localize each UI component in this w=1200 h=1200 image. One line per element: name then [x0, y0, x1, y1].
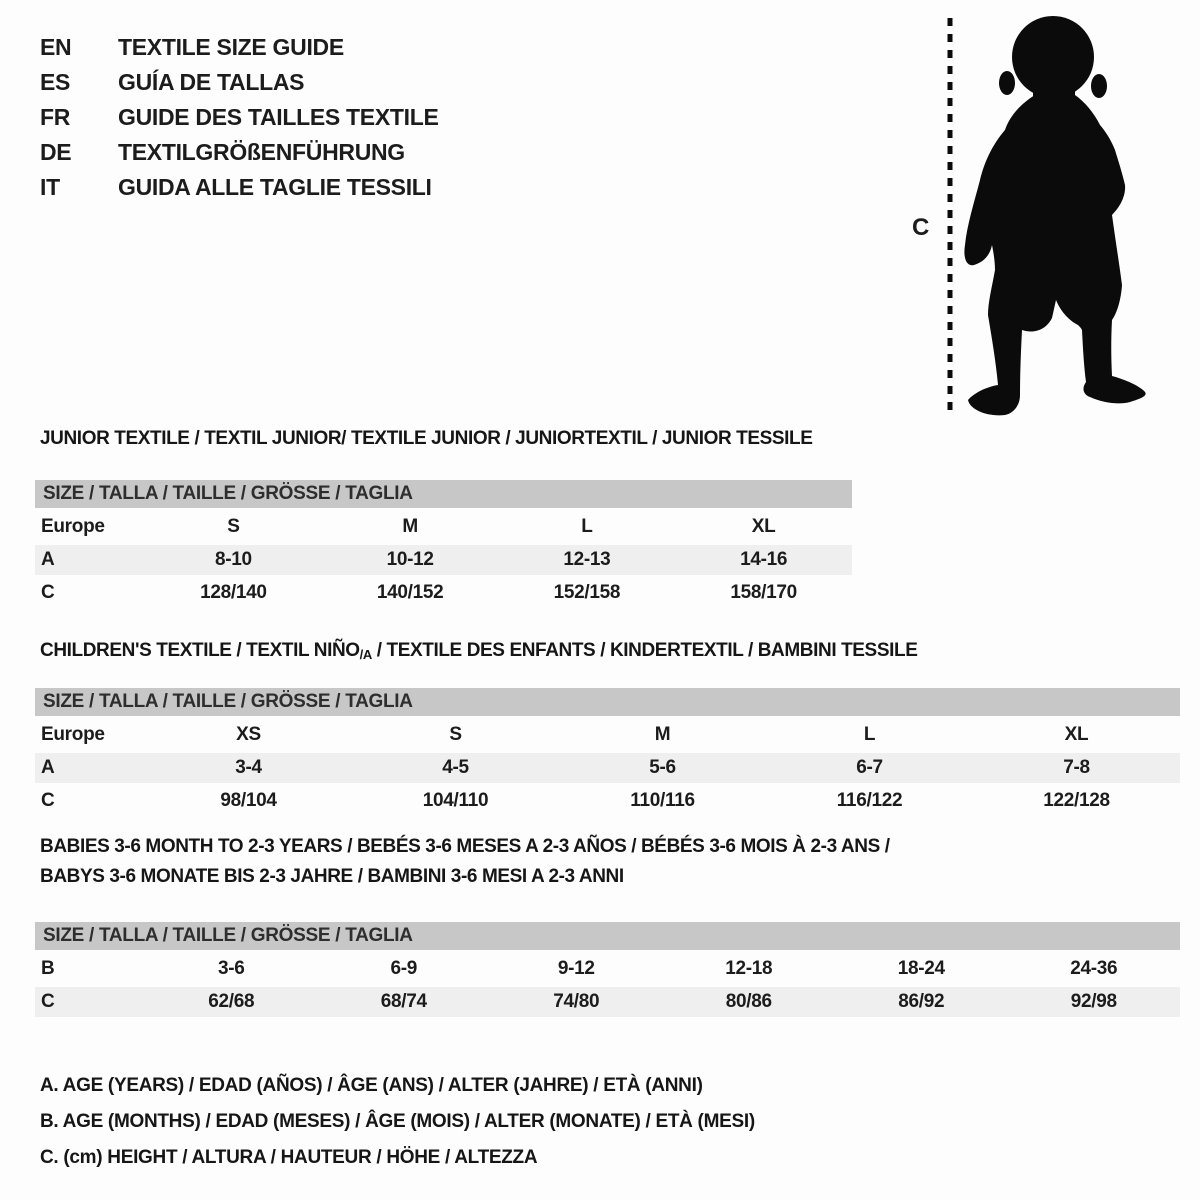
table-cell: 24-36 [1008, 952, 1181, 985]
table-row [35, 576, 852, 609]
children-size-table [35, 688, 1180, 819]
measurement-legend [40, 1068, 755, 1176]
table-cell: L [766, 718, 973, 751]
table-cell: 9-12 [490, 952, 663, 985]
size-header: SIZE / TALLA / TAILLE / GRÖSSE / TAGLIA [35, 688, 1180, 718]
size-header: SIZE / TALLA / TAILLE / GRÖSSE / TAGLIA [35, 922, 1180, 952]
language-row [40, 135, 439, 170]
toddler-silhouette [964, 16, 1145, 415]
table-row [35, 543, 852, 576]
language-code: FR [40, 104, 71, 130]
table-cell: XL [675, 510, 852, 543]
guide-title: TEXTILGRÖßENFÜHRUNG [118, 139, 405, 165]
children-title-sub: /A [359, 647, 372, 662]
table-row [35, 718, 1180, 751]
measure-label-c: C [912, 214, 930, 241]
guide-title: GUIDE DES TAILLES TEXTILE [118, 104, 439, 130]
table-cell: 3-6 [145, 952, 318, 985]
table-cell: 86/92 [835, 985, 1008, 1018]
table-cell: 4-5 [352, 751, 559, 784]
table-cell: 92/98 [1008, 985, 1181, 1018]
babies-section-title-line1: BABIES 3-6 MONTH TO 2-3 YEARS / BEBÉS 3-6 MESES A 2-3 AÑOS / BÉBÉS 3-6 MOIS À 2-3 ANS / [40, 836, 890, 857]
guide-title: TEXTILE SIZE GUIDE [118, 34, 344, 60]
table-row [35, 985, 1180, 1018]
table-cell: 80/86 [663, 985, 836, 1018]
table-cell: 68/74 [318, 985, 491, 1018]
toddler-silhouette-svg [900, 5, 1170, 425]
babies-section-title-line2: BABYS 3-6 MONATE BIS 2-3 JAHRE / BAMBINI 3-6 MESI A 2-3 ANNI [40, 866, 624, 887]
table-cell: 140/152 [322, 576, 499, 609]
guide-title: GUÍA DE TALLAS [118, 69, 305, 95]
table-cell: 6-7 [766, 751, 973, 784]
table-cell: 6-9 [318, 952, 491, 985]
language-code: EN [40, 34, 72, 60]
row-label: C [35, 985, 145, 1018]
table-cell: M [559, 718, 766, 751]
table-row [35, 952, 1180, 985]
language-header [40, 30, 439, 205]
table-cell: 12-13 [499, 543, 676, 576]
table-cell: 3-4 [145, 751, 352, 784]
row-label: C [35, 784, 145, 817]
table-header-row [35, 688, 1180, 718]
size-figure [900, 5, 1170, 425]
table-cell: 74/80 [490, 985, 663, 1018]
table-header-row [35, 922, 1180, 952]
language-row [40, 30, 439, 65]
row-label: A [35, 751, 145, 784]
table-cell: 152/158 [499, 576, 676, 609]
table-cell: 7-8 [973, 751, 1180, 784]
children-title-pre: CHILDREN'S TEXTILE / TEXTIL NIÑO [40, 640, 360, 661]
language-row [40, 65, 439, 100]
language-code: ES [40, 69, 71, 95]
size-header: SIZE / TALLA / TAILLE / GRÖSSE / TAGLIA [35, 480, 852, 510]
row-label: Europe [35, 510, 145, 543]
table-cell: 104/110 [352, 784, 559, 817]
table-cell: M [322, 510, 499, 543]
language-code: DE [40, 139, 72, 165]
row-label: B [35, 952, 145, 985]
table-cell: 122/128 [973, 784, 1180, 817]
row-label: C [35, 576, 145, 609]
table-cell: 14-16 [675, 543, 852, 576]
table-cell: 116/122 [766, 784, 973, 817]
table-cell: 110/116 [559, 784, 766, 817]
table-cell: 8-10 [145, 543, 322, 576]
language-row [40, 170, 439, 205]
legend-line-a: A. AGE (YEARS) / EDAD (AÑOS) / ÂGE (ANS) / ALTER (JAHRE) / ETÀ (ANNI) [40, 1075, 703, 1096]
table-cell: 62/68 [145, 985, 318, 1018]
row-label: A [35, 543, 145, 576]
children-title-post: / TEXTILE DES ENFANTS / KINDERTEXTIL / BAMBINI TESSILE [371, 640, 918, 661]
table-cell: 5-6 [559, 751, 766, 784]
table-header-row [35, 480, 852, 510]
language-row [40, 100, 439, 135]
table-cell: 128/140 [145, 576, 322, 609]
table-cell: 18-24 [835, 952, 1008, 985]
legend-line-b: B. AGE (MONTHS) / EDAD (MESES) / ÂGE (MOIS) / ALTER (MONATE) / ETÀ (MESI) [40, 1111, 755, 1132]
table-row [35, 510, 852, 543]
children-section-title [40, 640, 917, 662]
row-label: Europe [35, 718, 145, 751]
table-cell: XL [973, 718, 1180, 751]
junior-size-table [35, 480, 852, 611]
table-cell: 12-18 [663, 952, 836, 985]
table-cell: XS [145, 718, 352, 751]
guide-title: GUIDA ALLE TAGLIE TESSILI [118, 174, 432, 200]
table-cell: 10-12 [322, 543, 499, 576]
table-cell: S [145, 510, 322, 543]
junior-section-title: JUNIOR TEXTILE / TEXTIL JUNIOR/ TEXTILE JUNIOR / JUNIORTEXTIL / JUNIOR TESSILE [40, 428, 813, 449]
legend-line-c: C. (cm) HEIGHT / ALTURA / HAUTEUR / HÖHE / ALTEZZA [40, 1147, 538, 1168]
table-row [35, 784, 1180, 817]
table-cell: S [352, 718, 559, 751]
language-code: IT [40, 174, 60, 200]
table-cell: 98/104 [145, 784, 352, 817]
table-cell: L [499, 510, 676, 543]
table-cell: 158/170 [675, 576, 852, 609]
table-row [35, 751, 1180, 784]
babies-size-table [35, 922, 1180, 1020]
